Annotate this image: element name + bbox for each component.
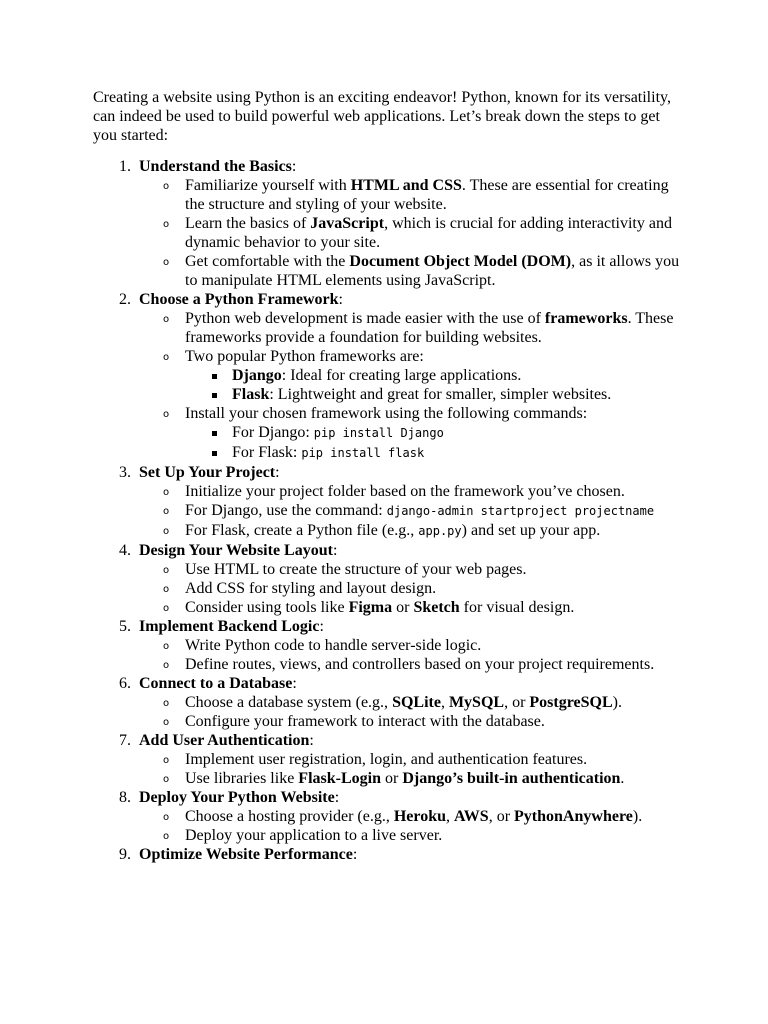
- step-title: Connect to a Database: [139, 675, 293, 692]
- list-item: o Use libraries like Flask-Login or Django’s built-in authentication.: [139, 769, 683, 788]
- step-title: Choose a Python Framework: [139, 291, 339, 308]
- step-2: [93, 290, 683, 463]
- step-colon: :: [338, 291, 343, 308]
- step-9: [93, 845, 683, 864]
- list-item: o Configure your framework to interact with the database.: [139, 712, 683, 731]
- step-1: [93, 157, 683, 290]
- step-number: 3.: [119, 464, 131, 481]
- step-3-items: [139, 482, 683, 541]
- step-colon: :: [275, 464, 280, 481]
- step-colon: :: [291, 158, 297, 175]
- step-8: [93, 788, 683, 845]
- list-item: o For Django, use the command: django-admin startproject projectname: [139, 501, 683, 521]
- step-number: 1.: [119, 158, 131, 175]
- step-5: [93, 617, 683, 674]
- list-item: o Python web development is made easier with the use of frameworks. These frameworks provide a foundation for building websites.: [139, 309, 683, 347]
- step-3: [93, 463, 683, 541]
- document-body: [93, 88, 683, 864]
- step-title: Add User Authentication: [139, 732, 310, 749]
- command-list: [185, 423, 683, 463]
- step-title: Set Up Your Project: [139, 464, 276, 481]
- step-number: 7.: [119, 732, 131, 749]
- step-8-items: [139, 807, 683, 845]
- list-item: o For Flask, create a Python file (e.g., app.py) and set up your app.: [139, 521, 683, 541]
- step-title: Optimize Website Performance: [139, 846, 353, 863]
- step-colon: :: [319, 618, 324, 635]
- step-5-items: [139, 636, 683, 674]
- list-item: o Familiarize yourself with HTML and CSS. These are essential for creating the structure and styling of your website.: [139, 176, 683, 214]
- framework-item-flask: Flask: Lightweight and great for smaller, simpler websites.: [185, 385, 683, 404]
- step-2-items: [139, 309, 683, 463]
- step-number: 8.: [119, 789, 131, 806]
- list-item: o Write Python code to handle server-side logic.: [139, 636, 683, 655]
- step-colon: :: [352, 846, 358, 863]
- step-6: [93, 674, 683, 731]
- list-item: o Get comfortable with the Document Object Model (DOM), as it allows you to manipulate HTML elements using JavaScript.: [139, 252, 683, 290]
- step-number: 5.: [119, 618, 131, 635]
- framework-item-django: Django: Ideal for creating large applications.: [185, 366, 683, 385]
- steps-list: [93, 157, 683, 864]
- command-item-django: For Django: pip install Django: [185, 423, 683, 443]
- step-4-items: [139, 560, 683, 617]
- step-title: Understand the Basics: [139, 158, 292, 175]
- step-colon: :: [332, 542, 338, 559]
- step-6-items: [139, 693, 683, 731]
- step-7-items: [139, 750, 683, 788]
- list-item: o Choose a database system (e.g., SQLite, MySQL, or PostgreSQL).: [139, 693, 683, 712]
- step-title: Deploy Your Python Website: [139, 789, 335, 806]
- step-number: 6.: [119, 675, 131, 692]
- step-colon: :: [292, 675, 297, 692]
- list-item: o Implement user registration, login, and authentication features.: [139, 750, 683, 769]
- step-number: 4.: [119, 542, 131, 559]
- step-1-items: [139, 176, 683, 290]
- list-item: o Initialize your project folder based on the framework you’ve chosen.: [139, 482, 683, 501]
- list-item: o Use HTML to create the structure of your web pages.: [139, 560, 683, 579]
- list-item: o Two popular Python frameworks are: Django: Ideal for creating large applications. Flask: Lightweight and great for smaller, simpler websites.: [139, 347, 683, 404]
- list-item: o Learn the basics of JavaScript, which is crucial for adding interactivity and dynamic behavior to your site.: [139, 214, 683, 252]
- list-item: o Define routes, views, and controllers based on your project requirements.: [139, 655, 683, 674]
- step-title: Implement Backend Logic: [139, 618, 320, 635]
- step-7: [93, 731, 683, 788]
- intro-paragraph: Creating a website using Python is an exciting endeavor! Python, known for its versatility, can indeed be used to build powerful web applications. Let’s break down the steps to get you started:: [93, 89, 671, 144]
- list-item: o Choose a hosting provider (e.g., Heroku, AWS, or PythonAnywhere).: [139, 807, 683, 826]
- step-title: Design Your Website Layout: [139, 542, 333, 559]
- list-item: o Install your chosen framework using the following commands: For Django: pip install Django For Flask: pip install flask: [139, 404, 683, 463]
- step-4: [93, 541, 683, 617]
- command-item-flask: For Flask: pip install flask: [185, 443, 683, 463]
- step-number: 2.: [119, 291, 131, 308]
- step-number: 9.: [119, 846, 131, 863]
- list-item: o Deploy your application to a live server.: [139, 826, 683, 845]
- step-colon: :: [309, 732, 314, 749]
- framework-list: [185, 366, 683, 404]
- list-item: o Consider using tools like Figma or Sketch for visual design.: [139, 598, 683, 617]
- list-item: o Add CSS for styling and layout design.: [139, 579, 683, 598]
- step-colon: :: [334, 789, 340, 806]
